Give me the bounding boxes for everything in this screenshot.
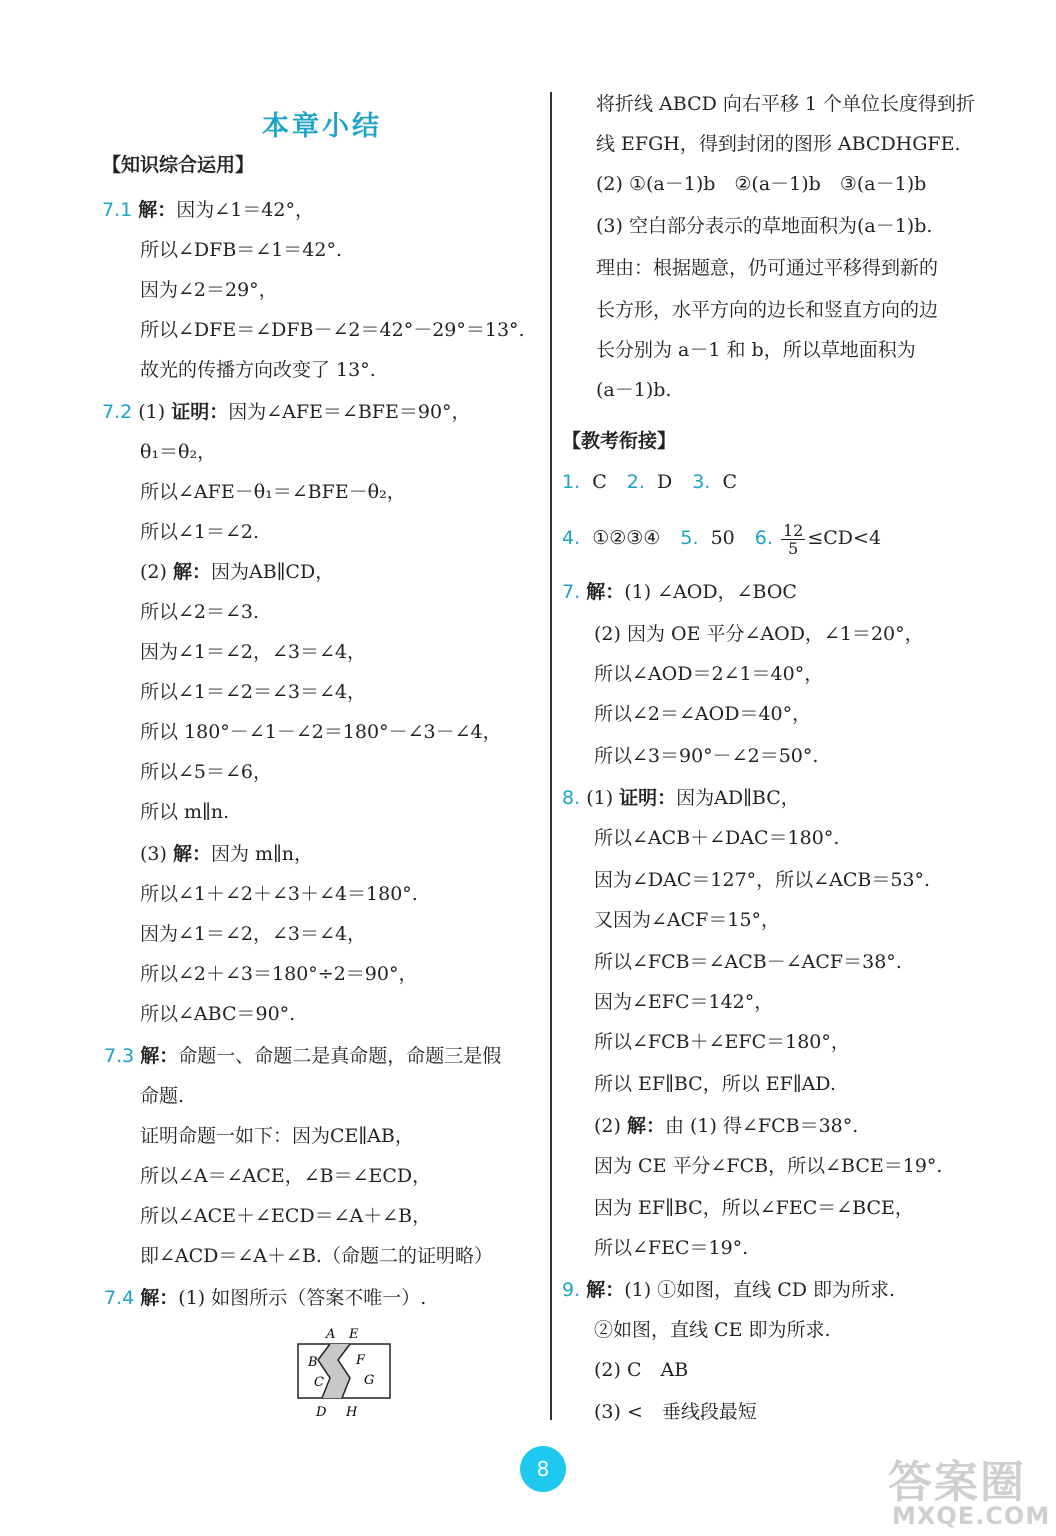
q72-lines2-5: 所以 m∥n.: [140, 801, 230, 823]
q72-line-0: θ₁＝θ₂，: [140, 441, 217, 463]
mc-answer-6-fraction: [781, 522, 805, 557]
r-top-line-5: 长方形，水平方向的边长和竖直方向的边: [596, 299, 939, 321]
q72-p2-first-line: [140, 560, 334, 584]
q9-line-1: (2) C AB: [594, 1359, 689, 1381]
q7-number: 7.: [562, 581, 581, 603]
chapter-summary-title: 本章小结: [262, 111, 382, 142]
label-h: H: [346, 1405, 358, 1420]
q73-line-1: 证明命题一如下：因为CE∥AB，: [140, 1125, 414, 1147]
mc-num-1: 1.: [562, 471, 581, 493]
label-d: D: [316, 1405, 327, 1420]
q72-lines3-1: 因为∠1＝∠2，∠3＝∠4，: [140, 923, 367, 945]
r-top-line-1: 线 EFGH，得到封闭的图形 ABCDHGFE.: [596, 133, 961, 155]
q8-p1-label: 证明：: [619, 787, 677, 809]
q8-p2-first: 由 (1) 得∠FCB＝38°.: [664, 1115, 859, 1137]
q74-label: 解：: [140, 1287, 179, 1309]
label-e: E: [349, 1327, 359, 1342]
q8-number: 8.: [562, 787, 581, 809]
q74-first-line: [104, 1286, 426, 1310]
q71-line-0: 因为∠1＝42°，: [176, 199, 314, 221]
q72-p1-first: 因为∠AFE＝∠BFE＝90°，: [228, 401, 471, 423]
q8-line-2: 又因为∠ACF＝15°，: [594, 909, 781, 931]
r-top-line-4: 理由：根据题意，仍可通过平移得到新的: [596, 257, 939, 279]
mc-answer-5: 50: [710, 527, 735, 549]
q73-line-3: 所以∠ACE＋∠ECD＝∠A＋∠B，: [140, 1205, 432, 1227]
q7-first: (1) ∠AOD，∠BOC: [624, 581, 797, 603]
q9-first: (1) ①如图，直线 CD 即为所求.: [624, 1279, 896, 1301]
q73-line-2: 所以∠A＝∠ACE，∠B＝∠ECD，: [140, 1165, 432, 1187]
r-top-line-3: (3) 空白部分表示的草地面积为(a－1)b.: [596, 215, 933, 237]
q72-p2-prefix: (2): [140, 561, 173, 583]
q72-lines3-2: 所以∠2＋∠3＝180°÷2＝90°，: [140, 963, 418, 985]
mc-answer-6-rest: ≤CD<4: [807, 527, 882, 549]
q72-lines2-0: 所以∠2＝∠3.: [140, 601, 260, 623]
q7-line-2: 所以∠2＝∠AOD＝40°，: [594, 703, 812, 725]
q73-first-line: [104, 1044, 501, 1068]
q72-lines3-3: 所以∠ABC＝90°.: [140, 1003, 296, 1025]
label-c: C: [314, 1375, 324, 1390]
label-b: B: [308, 1355, 318, 1370]
q72-lines3-0: 所以∠1＋∠2＋∠3＋∠4＝180°.: [140, 883, 418, 905]
q72-lines2-2: 所以∠1＝∠2＝∠3＝∠4，: [140, 681, 367, 703]
mc-num-6: 6.: [754, 527, 773, 549]
q8-p2-label: 解：: [626, 1115, 665, 1137]
q72-p2-first: 因为AB∥CD，: [210, 561, 335, 583]
q8-p1-first: 因为AD∥BC，: [676, 787, 800, 809]
mc-num-5: 5.: [680, 527, 699, 549]
mc-num-3: 3.: [692, 471, 711, 493]
q72-lines2-1: 因为∠1＝∠2，∠3＝∠4，: [140, 641, 367, 663]
page-number-badge: 8: [520, 1446, 566, 1492]
q71-number: 7.1: [102, 199, 133, 221]
q72-p3-prefix: (3): [140, 843, 173, 865]
mc-num-2: 2.: [626, 471, 645, 493]
q8-line-0: 所以∠ACB＋∠DAC＝180°.: [594, 827, 840, 849]
q71-line-1: 所以∠DFB＝∠1＝42°.: [140, 239, 343, 261]
q72-first-line: [102, 400, 471, 424]
q7-line-0: (2) 因为 OE 平分∠AOD，∠1＝20°，: [594, 623, 924, 645]
q73-number: 7.3: [104, 1045, 135, 1067]
q72-lines2-3: 所以 180°－∠1－∠2＝180°－∠3－∠4，: [140, 721, 502, 743]
frac-denominator: 5: [788, 538, 799, 558]
q9-line-2: (3) < 垂线段最短: [594, 1401, 757, 1423]
section-teaching-exam: 【教考衔接】: [562, 430, 677, 452]
q72-p2-label: 解：: [172, 561, 211, 583]
r-top-line-2: (2) ①(a－1)b ②(a－1)b ③(a－1)b: [596, 173, 927, 195]
q8-lines2-0: 因为 CE 平分∠FCB，所以∠BCE＝19°.: [594, 1155, 943, 1177]
q71-line-3: 所以∠DFE＝∠DFB－∠2＝42°－29°＝13°.: [140, 319, 525, 341]
translation-figure: [286, 1322, 406, 1422]
mc-answer-1: C: [592, 471, 607, 493]
q72-p3-label: 解：: [172, 843, 211, 865]
q72-p3-first: 因为 m∥n，: [210, 843, 314, 865]
q7-label: 解：: [586, 581, 625, 603]
watermark-top-text: 答案圈: [888, 1457, 1026, 1508]
q72-lines2-4: 所以∠5＝∠6，: [140, 761, 273, 783]
mc-answer-2: D: [656, 471, 673, 493]
q8-line-1: 因为∠DAC＝127°，所以∠ACB＝53°.: [594, 869, 931, 891]
section-knowledge-application: 【知识综合运用】: [102, 154, 255, 176]
q73-line-4: 即∠ACD＝∠A＋∠B.（命题二的证明略）: [140, 1245, 493, 1267]
mc-answer-4: ①②③④: [592, 527, 661, 549]
mc-answer-3: C: [722, 471, 737, 493]
q8-p2-prefix: (2): [594, 1115, 627, 1137]
q74-number: 7.4: [104, 1287, 135, 1309]
q73-line-0: 命题.: [140, 1085, 185, 1107]
q73-label: 解：: [140, 1045, 179, 1067]
q72-line-1: 所以∠AFE－θ₁＝∠BFE－θ₂，: [140, 481, 406, 503]
q71-line-2: 因为∠2＝29°，: [140, 279, 278, 301]
q71-line-4: 故光的传播方向改变了 13°.: [140, 359, 376, 381]
q71-first-line: [102, 198, 314, 222]
q9-line-0: ②如图，直线 CE 即为所求.: [594, 1319, 831, 1341]
q8-p1-prefix: (1): [586, 787, 620, 809]
q8-line-5: 所以∠FCB＋∠EFC＝180°，: [594, 1031, 850, 1053]
mc-row-2: [562, 520, 881, 557]
q72-p1-label: 证明：: [171, 401, 229, 423]
q71-label: 解：: [138, 199, 177, 221]
q8-first-line: [562, 786, 800, 810]
label-a: A: [326, 1327, 336, 1342]
mc-num-4: 4.: [562, 527, 581, 549]
label-f: F: [356, 1353, 366, 1368]
q7-first-line: [562, 580, 797, 604]
r-top-line-7: (a－1)b.: [596, 379, 672, 401]
q8-line-4: 因为∠EFC＝142°，: [594, 991, 774, 1013]
q72-p3-first-line: [140, 842, 313, 866]
column-divider: [550, 92, 552, 1420]
watermark-bottom-text: MXQE.COM: [892, 1502, 1051, 1530]
q8-line-6: 所以 EF∥BC，所以 EF∥AD.: [594, 1073, 836, 1095]
q8-p2-first-line: [594, 1114, 858, 1138]
mc-row-1: [562, 470, 737, 494]
q72-number: 7.2: [102, 401, 133, 423]
q9-number: 9.: [562, 1279, 581, 1301]
watermark-logo: [880, 1446, 1050, 1532]
frac-numerator: 12: [782, 520, 804, 540]
q8-line-3: 所以∠FCB＝∠ACB－∠ACF＝38°.: [594, 951, 902, 973]
q74-first: (1) 如图所示（答案不唯一）.: [178, 1287, 427, 1309]
q7-line-3: 所以∠3＝90°－∠2＝50°.: [594, 745, 819, 767]
q7-line-1: 所以∠AOD＝2∠1＝40°，: [594, 663, 824, 685]
q72-line-2: 所以∠1＝∠2.: [140, 521, 260, 543]
q9-label: 解：: [586, 1279, 625, 1301]
q8-lines2-1: 因为 EF∥BC，所以∠FEC＝∠BCE，: [594, 1197, 914, 1219]
q8-lines2-2: 所以∠FEC＝19°.: [594, 1237, 749, 1259]
label-g: G: [364, 1373, 375, 1388]
q73-first: 命题一、命题二是真命题，命题三是假: [178, 1045, 502, 1067]
r-top-line-6: 长分别为 a－1 和 b，所以草地面积为: [596, 339, 916, 361]
q72-p1-prefix: (1): [138, 401, 172, 423]
r-top-line-0: 将折线 ABCD 向右平移 1 个单位长度得到折: [596, 93, 976, 115]
q9-first-line: [562, 1278, 895, 1302]
